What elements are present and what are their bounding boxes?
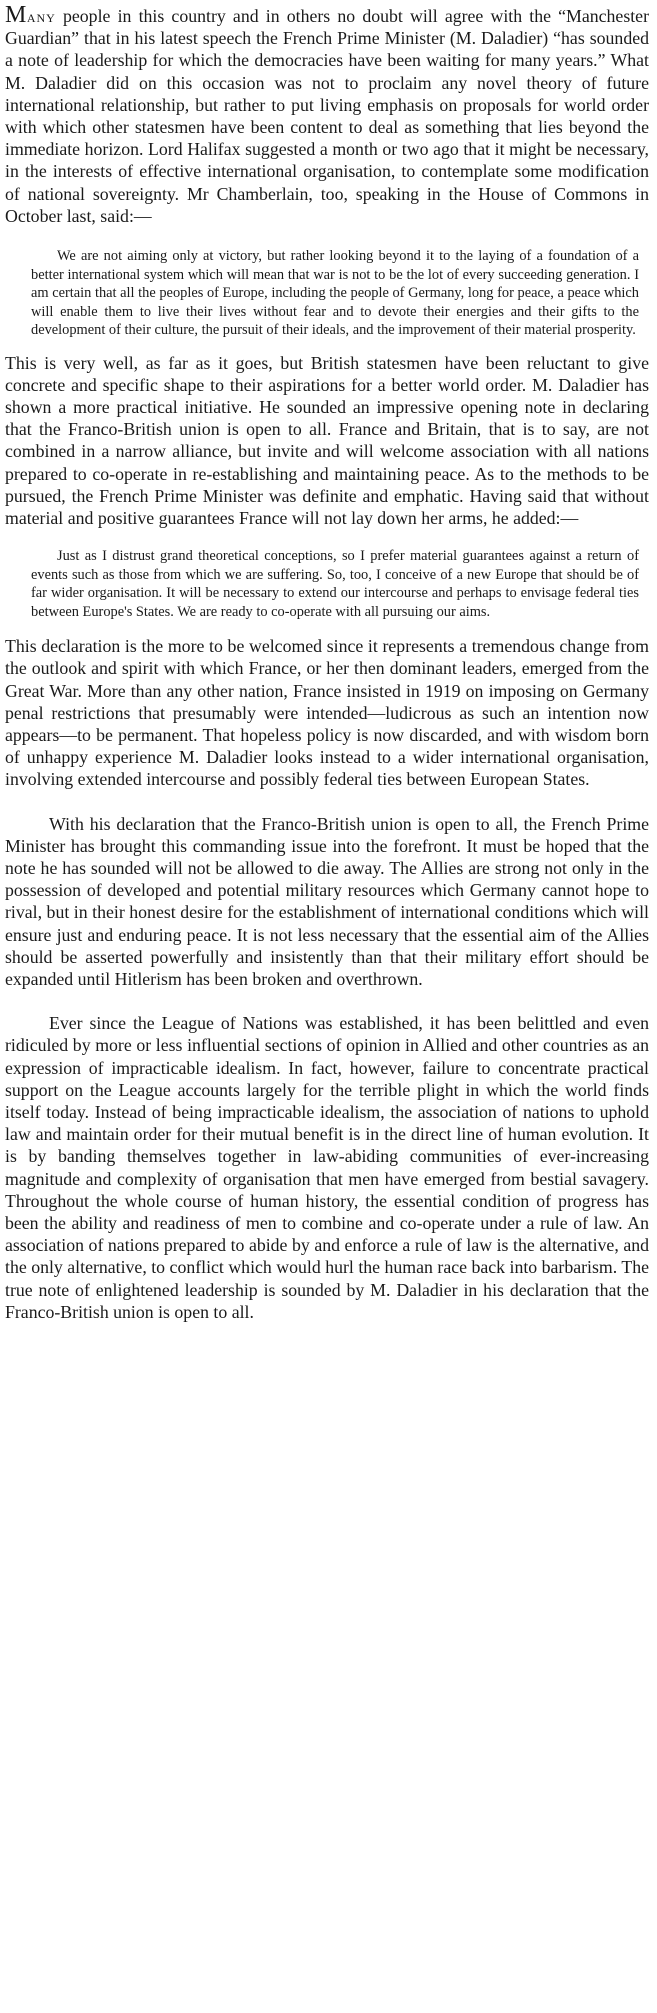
opening-small-caps: any [26, 6, 56, 26]
spacer [5, 791, 649, 813]
quotation-daladier: Just as I distrust grand theoretical conceptions, so I prefer material guarantees against a return of events such as those from which we are suffering. So, too, I conceive of a new Europe that should be of far wider organisation. It will be necessary to extend our intercourse and perhaps to envisage federal ties between Europe's States. We are ready to co-operate with all pursuing our aims. [31, 548, 639, 620]
paragraph-2: This is very well, as far as it goes, but British statesmen have been reluctant to give concrete and specific shape to their aspirations for a better world order. M. Daladier has shown a more practical initiative. He sounded an impressive opening note in declaring that the Franco-British union is open to all. France and Britain, that is to say, are not combined in a narrow alliance, but invite and will welcome association with all nations prepared to co-operate in re-establishing and maintaining peace. As to the methods to be pursued, the French Prime Minister was definite and emphatic. Having said that without material and positive guarantees France will not lay down her arms, he added:— [5, 352, 649, 528]
spacer [5, 621, 649, 635]
spacer [5, 227, 649, 247]
quotation-chamberlain: We are not aiming only at victory, but rather looking beyond it to the laying of a foundation of a better international system which will mean that war is not to be the lot of every succeeding generation. I am certain that all the peoples of Europe, including the people of Germany, long for peace, a peace which will enable them to live their lives without fear and to devote their energies and their gifts to the development of their culture, the pursuit of their ideals, and the improvement of their material prosperity. [31, 248, 639, 339]
drop-cap: M [5, 2, 27, 28]
paragraph-3: This declaration is the more to be welcomed since it represents a tremendous change from the outlook and spirit with which France, or her then dominant leaders, emerged from the Great War. More than any other nation, France insisted in 1919 on imposing on Germany penal restrictions that presumably were intended—ludicrous as such an intention now appears—to be permanent. That hopeless policy is now discarded, and with wisdom born of unhappy experience M. Daladier looks instead to a wider international organisation, involving extended intercourse and possibly federal ties between European States. [5, 636, 649, 790]
paragraph-5: Ever since the League of Nations was established, it has been belittled and even ridiculed by more or less influential sections of opinion in Allied and other countries as an expression of impracticable idealism. In fact, however, failure to concentrate practical support on the League accounts largely for the terrible plight in which the world finds itself today. Instead of being impracticable idealism, the association of nations to uphold law and maintain order for their mutual benefit is in the direct line of human evolution. It is by banding themselves together in law-abiding communities of ever-increasing magnitude and complexity of organisation that men have emerged from bestial savagery. Throughout the whole course of human history, the essential condition of progress has been the ability and readiness of men to combine and co-operate under a rule of law. An association of nations prepared to abide by and enforce a rule of law is the alternative, and the only alternative, to conflict which would hurl the human race back into barbarism. The true note of enlightened leadership is sounded by M. Daladier in his declaration that the Franco-British union is open to all. [5, 1013, 649, 1322]
spacer [5, 529, 649, 547]
opening-text: people in this country and in others no doubt will agree with the “Manchester Guardian” that in his latest speech the French Prime Minister (M. Daladier) “has sounded a note of leadership for which the democracies have been waiting for many years.” What M. Daladier did on this occasion was not to proclaim any novel theory of future international relationship, but rather to put living emphasis on proposals for world order with which other statesmen have been content to deal as something that lies beyond the immediate horizon. Lord Halifax suggested a month or two ago that it might be necessary, in the interests of effective international organisation, to contemplate some modification of national sovereignty. Mr Chamberlain, too, speaking in the House of Commons in October last, said:— [5, 6, 649, 226]
spacer [5, 340, 649, 352]
spacer [5, 990, 649, 1012]
paragraph-4: With his declaration that the Franco-British union is open to all, the French Prime Minister has brought this commanding issue into the forefront. It must be hoped that the note he has sounded will not be allowed to die away. The Allies are strong not only in the possession of developed and potential military resources which Germany cannot hope to rival, but in their honest desire for the establishment of international conditions which will ensure just and enduring peace. It is not less necessary that the essential aim of the Allies should be asserted powerfully and insistently than that their military effort should be expanded until Hitlerism has been broken and overthrown. [5, 813, 649, 989]
opening-paragraph [5, 4, 649, 227]
